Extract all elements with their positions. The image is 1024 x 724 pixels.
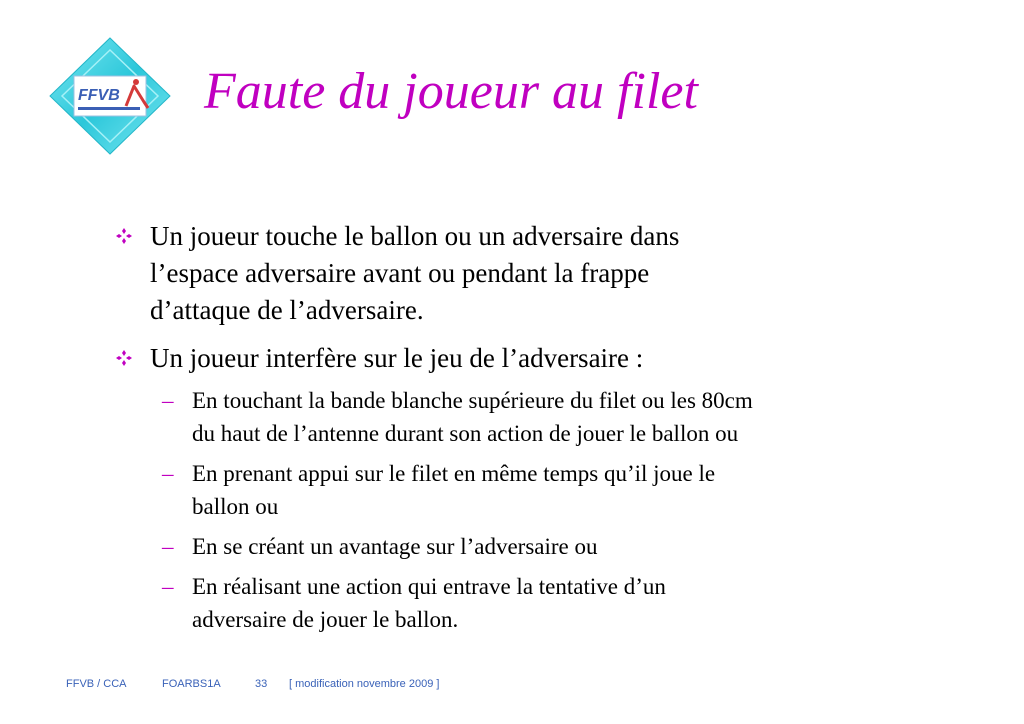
sub-bullet-line: En réalisant une action qui entrave la tentative d’un bbox=[192, 574, 666, 599]
sub-bullet-item bbox=[162, 457, 716, 523]
sub-bullet-line: En touchant la bande blanche supérieure du filet ou les 80cm bbox=[192, 388, 753, 413]
dash-bullet-icon: – bbox=[162, 388, 174, 413]
bullet-item bbox=[150, 340, 643, 377]
bullet-line: d’attaque de l’adversaire. bbox=[150, 295, 424, 325]
bullet-line: Un joueur touche le ballon ou un adversaire dans bbox=[150, 221, 680, 251]
footer-note: [ modification novembre 2009 ] bbox=[289, 678, 440, 690]
logo-text: FFVB bbox=[78, 87, 120, 104]
footer-page-number: 33 bbox=[255, 678, 268, 690]
bullet-line: Un joueur interfère sur le jeu de l’adversaire : bbox=[150, 343, 644, 373]
sub-bullet-item bbox=[162, 384, 753, 450]
sub-bullet-item bbox=[162, 530, 598, 563]
dash-bullet-icon: – bbox=[162, 461, 174, 486]
dash-bullet-icon: – bbox=[162, 534, 174, 559]
page-title: Faute du joueur au filet bbox=[204, 63, 698, 120]
sub-bullet-line: adversaire de jouer le ballon. bbox=[192, 607, 459, 632]
bullet-line: l’espace adversaire avant ou pendant la frappe bbox=[150, 258, 650, 288]
bullet-item bbox=[150, 218, 679, 329]
sub-bullet-line: En prenant appui sur le filet en même temps qu’il joue le bbox=[192, 461, 716, 486]
diamond-bullet-icon bbox=[116, 228, 132, 244]
diamond-bullet-icon bbox=[116, 350, 132, 366]
sub-bullet-line: En se créant un avantage sur l’adversaire ou bbox=[192, 534, 598, 559]
sub-bullet-item bbox=[162, 570, 666, 636]
sub-bullet-line: du haut de l’antenne durant son action de jouer le ballon ou bbox=[192, 421, 739, 446]
dash-bullet-icon: – bbox=[162, 574, 174, 599]
sub-bullet-line: ballon ou bbox=[192, 494, 279, 519]
footer-code: FOARBS1A bbox=[162, 678, 221, 690]
footer-org: FFVB / CCA bbox=[66, 678, 127, 690]
